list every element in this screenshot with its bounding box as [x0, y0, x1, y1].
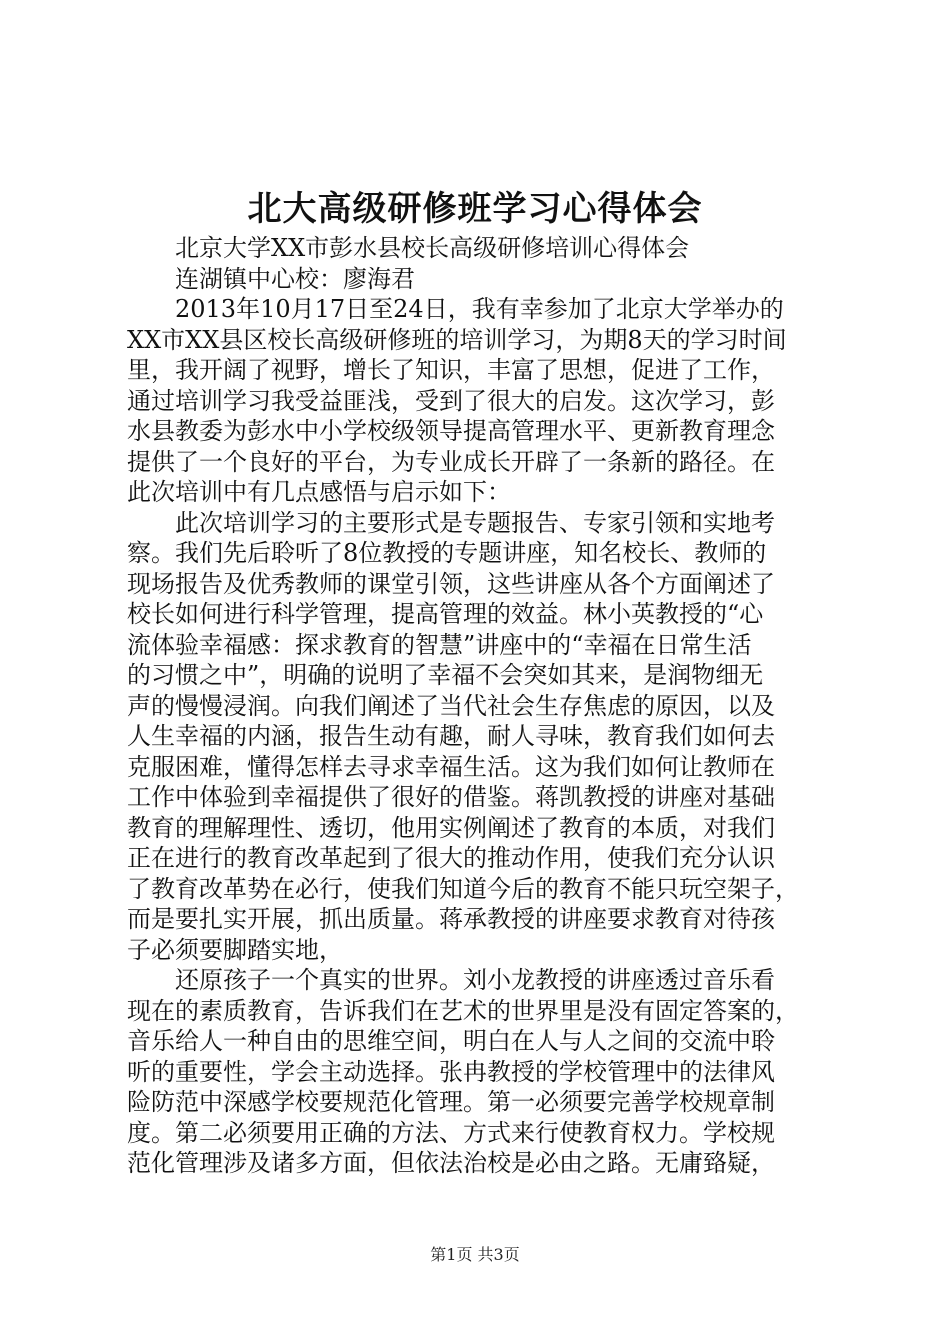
text-line: 听的重要性，学会主动选择。张冉教授的学校管理中的法律风	[127, 1057, 775, 1086]
text-line: 的习惯之中”，明确的说明了幸福不会突如其来，是润物细无	[127, 661, 764, 689]
text-line: 里，我开阔了视野，增长了知识，丰富了思想，促进了工作，	[127, 356, 775, 384]
text-line: 正在进行的教育改革起到了很大的推动作用，使我们充分认识	[127, 844, 775, 872]
text-line: 度。第二必须要用正确的方法、方式来行使教育权力。学校规	[127, 1118, 775, 1147]
text-line: 通过培训学习我受益匪浅，受到了很大的启发。这次学习，彭	[127, 386, 775, 415]
document-title: 北大高级研修班学习心得体会	[247, 189, 703, 229]
text-line: 子必须要脚踏实地，	[127, 935, 343, 964]
text-line: 2013年10月17日至24日，我有幸参加了北京大学举办的	[175, 295, 784, 323]
text-line: 还原孩子一个真实的世界。刘小龙教授的讲座透过音乐看	[175, 966, 775, 994]
text-line: 范化管理涉及诸多方面，但依法治校是必由之路。无庸臵疑，	[127, 1149, 775, 1177]
text-line: 此次培训中有几点感悟与启示如下：	[127, 478, 511, 506]
text-line: 流体验幸福感：探求教育的智慧”讲座中的“幸福在日常生活	[127, 630, 752, 659]
subtitle-line: 北京大学XX市彭水县校长高级研修培训心得体会	[175, 234, 690, 262]
text-line: 音乐给人一种自由的思维空间，明白在人与人之间的交流中聆	[127, 1027, 775, 1055]
text-line: 此次培训学习的主要形式是专题报告、专家引领和实地考	[175, 508, 775, 537]
text-line: 现场报告及优秀教师的课堂引领，这些讲座从各个方面阐述了	[127, 569, 775, 598]
text-line: 工作中体验到幸福提供了很好的借鉴。蒋凯教授的讲座对基础	[127, 783, 775, 811]
author-line: 连湖镇中心校：廖海君	[175, 264, 415, 293]
text-line: 声的慢慢浸润。向我们阐述了当代社会生存焦虑的原因，以及	[127, 691, 775, 720]
text-line: 险防范中深感学校要规范化管理。第一必须要完善学校规章制	[127, 1088, 775, 1116]
page-footer: 第1页 共3页	[430, 1245, 520, 1264]
text-line: 人生幸福的内涵，报告生动有趣，耐人寻味，教育我们如何去	[127, 722, 775, 750]
text-line: 了教育改革势在必行，使我们知道今后的教育不能只玩空架子，	[127, 874, 799, 903]
text-line: 教育的理解理性、透切，他用实例阐述了教育的本质，对我们	[127, 813, 775, 842]
document-body	[127, 233, 847, 1179]
text-line: XX市XX县区校长高级研修班的培训学习，为期8天的学习时间	[127, 325, 787, 354]
text-line: 察。我们先后聆听了8位教授的专题讲座，知名校长、教师的	[127, 539, 767, 567]
text-line: 水县教委为彭水中小学校级领导提高管理水平、更新教育理念	[127, 417, 775, 445]
text-line: 现在的素质教育，告诉我们在艺术的世界里是没有固定答案的，	[127, 996, 799, 1025]
text-line: 提供了一个良好的平台，为专业成长开辟了一条新的路径。在	[127, 447, 775, 476]
text-line: 克服困难，懂得怎样去寻求幸福生活。这为我们如何让教师在	[127, 752, 775, 781]
text-line: 而是要扎实开展，抓出质量。蒋承教授的讲座要求教育对待孩	[127, 905, 775, 933]
text-line: 校长如何进行科学管理，提高管理的效益。林小英教授的“心	[127, 600, 764, 628]
